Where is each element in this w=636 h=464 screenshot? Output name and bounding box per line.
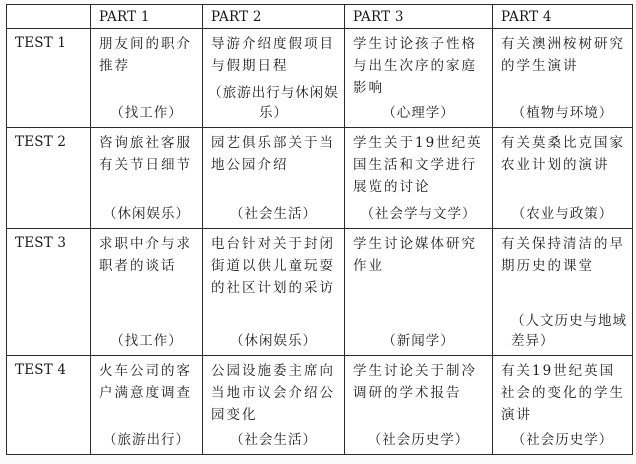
cell-topic: 咨询旅社客服有关节日细节 (99, 135, 192, 173)
table-cell (91, 128, 203, 229)
header-part-2: PART 2 (203, 5, 345, 29)
table-cell (345, 229, 493, 356)
table-row (7, 29, 633, 128)
test-topics-table (6, 4, 633, 455)
cell-topic: 有关莫桑比克国家农业计划的演讲 (501, 135, 625, 173)
row-label: TEST 4 (7, 356, 91, 455)
table-cell (203, 29, 345, 128)
table-cell (345, 128, 493, 229)
cell-topic: 学生讨论孩子性格与出生次序的家庭影响 (353, 36, 477, 96)
cell-topic: 电台针对关于封闭街道以供儿童玩耍的社区计划的采访 (211, 236, 335, 296)
header-part-4: PART 4 (493, 5, 633, 29)
row-label: TEST 2 (7, 128, 91, 229)
cell-topic: 学生关于19世纪英国生活和文学进行展览的讨论 (353, 135, 483, 195)
cell-category: （旅游出行） (103, 432, 190, 448)
table-cell (493, 229, 633, 356)
cell-category: （人文历史与地域差异） (511, 313, 627, 349)
header-row (7, 5, 633, 29)
cell-topic: 学生讨论媒体研究作业 (353, 236, 477, 274)
row-label: TEST 3 (7, 229, 91, 356)
table-cell (345, 29, 493, 128)
table-cell (91, 356, 203, 455)
cell-category: （社会历史学） (367, 432, 470, 448)
cell-category: （找工作） (110, 105, 183, 121)
cell-topic: 有关澳洲桉树研究的学生演讲 (501, 36, 625, 74)
cell-topic: 朋友间的职介推荐 (99, 36, 192, 74)
cell-category: （心理学） (382, 105, 455, 121)
table-cell (91, 229, 203, 356)
cell-category: （社会生活） (230, 206, 317, 222)
cell-topic: 有关保持清洁的早期历史的课堂 (501, 236, 625, 274)
table-cell (493, 29, 633, 128)
table-cell (203, 356, 345, 455)
cell-topic: 求职中介与求职者的谈话 (99, 236, 192, 274)
cell-category: （社会学与文学） (360, 206, 477, 222)
cell-topic: 学生讨论关于制冷调研的学术报告 (353, 363, 477, 401)
cell-category: （新闻学） (382, 333, 455, 349)
cell-topic: 火车公司的客户满意度调查 (99, 363, 192, 401)
table-row (7, 229, 633, 356)
header-corner (7, 5, 91, 29)
table-row (7, 128, 633, 229)
cell-category: （社会历史学） (511, 432, 614, 448)
cell-category: （休闲娱乐） (230, 333, 317, 349)
table-cell (493, 128, 633, 229)
table-cell (203, 229, 345, 356)
table-cell (91, 29, 203, 128)
cell-category: （农业与政策） (511, 206, 614, 222)
cell-topic: 园艺俱乐部关于当地公园介绍 (211, 135, 335, 173)
cell-category: （旅游出行与休闲娱乐） (208, 85, 339, 121)
cell-topic: 公园设施委主席向当地市议会介绍公园变化 (211, 363, 335, 423)
cell-category: （找工作） (110, 333, 183, 349)
table-cell (493, 356, 633, 455)
cell-topic: 导游介绍度假项目与假期日程 (211, 36, 335, 74)
header-part-1: PART 1 (91, 5, 203, 29)
table-cell (203, 128, 345, 229)
cell-category: （休闲娱乐） (103, 206, 190, 222)
table-cell (345, 356, 493, 455)
cell-category: （植物与环境） (511, 105, 614, 121)
cell-topic: 有关19世纪英国社会的变化的学生演讲 (501, 363, 625, 423)
cell-category: （社会生活） (230, 432, 317, 448)
table-row (7, 356, 633, 455)
row-label: TEST 1 (7, 29, 91, 128)
header-part-3: PART 3 (345, 5, 493, 29)
